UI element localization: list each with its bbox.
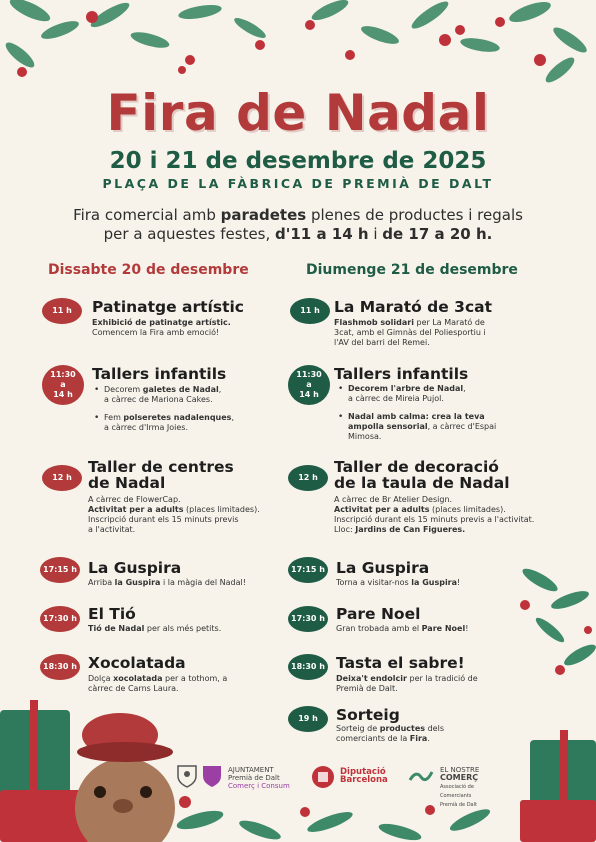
event-title: Taller de decoració de la taula de Nadal — [334, 458, 510, 492]
event-title: Tasta el sabre! — [336, 654, 465, 672]
event-desc: Dolça xocolatada per a tothom, a càrrec de Carns Laura. — [88, 674, 228, 693]
time-badge: 12 h — [288, 465, 328, 491]
town-coat-of-arms-icon — [176, 764, 198, 788]
time-badge: 19 h — [288, 706, 328, 732]
time-badge: 11 h — [42, 298, 82, 324]
time-badge: 11:30 a 14 h — [42, 365, 84, 405]
event-title: El Tió — [88, 605, 136, 623]
sunday-heading: Diumenge 21 de desembre — [306, 262, 518, 278]
comerc-logo-text: EL NOSTRE COMERÇ Associació de Comerciants Premià de Dalt — [440, 766, 480, 808]
event-desc: Arriba la Guspira i la màgia del Nadal! — [88, 578, 246, 587]
poster-title: Fira de Nadal — [106, 84, 490, 142]
event-title: Tallers infantils — [334, 365, 469, 383]
event-title: La Guspira — [336, 559, 430, 577]
holly-branch-right — [500, 560, 596, 690]
event-title: Xocolatada — [88, 654, 186, 672]
event-bullet: • Fem polseretes nadalenques, a càrrec d'Irma Joies. — [104, 413, 234, 433]
event-title: Pare Noel — [336, 605, 421, 623]
sponsor-logos — [170, 762, 500, 808]
event-desc: Exhibició de patinatge artístic. Comencem la Fira amb emoció! — [92, 318, 231, 337]
event-desc: Deixa't endolcir per la tradició de Premià de Dalt. — [336, 674, 478, 693]
event-desc: Gran trobada amb el Pare Noel! — [336, 624, 469, 633]
event-title: La Guspira — [88, 559, 182, 577]
diputacio-logo-text: Diputació Barcelona — [340, 767, 388, 785]
event-bullet: • Decorem galetes de Nadal, a càrrec de Mariona Cakes. — [104, 385, 221, 405]
shield-logo-icon — [202, 764, 222, 788]
time-badge: 11:30 a 14 h — [288, 365, 330, 405]
time-badge: 18:30 h — [288, 654, 328, 680]
event-title: Sorteig — [336, 706, 400, 724]
event-desc: A càrrec de Br Atelier Design. Activitat per a adults (places limitades). Inscripció durant els 15 minuts previs a l'activitat. Lloc: Jardins de Can Figueres. — [334, 495, 535, 534]
time-badge: 17:15 h — [288, 557, 328, 583]
event-title: La Marató de 3cat — [334, 298, 493, 316]
diputacio-logo-icon — [312, 766, 334, 788]
time-badge: 17:30 h — [288, 606, 328, 632]
event-bullet: • Nadal amb calma: crea la teva ampolla sensorial, a càrrec d'Espai Mimosa. — [348, 412, 496, 442]
time-badge: 17:30 h — [40, 606, 80, 632]
holly-branches-top — [0, 0, 596, 90]
event-dates: 20 i 21 de desembre de 2025 — [109, 148, 487, 174]
time-badge: 12 h — [42, 465, 82, 491]
gingerbread-character — [75, 713, 175, 842]
event-desc: Sorteig de productes dels comerciants de la Fira. — [336, 724, 444, 743]
event-desc: Flashmob solidari per La Marató de 3cat, amb el Gimnàs del Poliesportiu i l'AV del barri del Remei. — [334, 318, 486, 347]
event-place: PLAÇA DE LA FÀBRICA DE PREMIÀ DE DALT — [102, 176, 494, 191]
event-bullet: • Decorem l'arbre de Nadal, a càrrec de Mireia Pujol. — [348, 384, 466, 404]
event-title: Tallers infantils — [92, 365, 227, 383]
intro-text: Fira comercial amb paradetes plenes de productes i regals per a aquestes festes, d'11 a 14 h i de 17 a 20 h. — [73, 206, 523, 243]
saturday-heading: Dissabte 20 de desembre — [48, 262, 249, 278]
event-title: Patinatge artístic — [92, 298, 244, 316]
time-badge: 18:30 h — [40, 654, 80, 680]
event-desc: A càrrec de FlowerCap. Activitat per a adults (places limitades). Inscripció durant els 15 minuts previs a l'activitat. — [88, 495, 260, 534]
time-badge: 17:15 h — [40, 557, 80, 583]
comerc-logo-icon — [408, 768, 434, 786]
ajuntament-logo-text: AJUNTAMENT Premià de Dalt Comerç i Consum — [228, 766, 290, 790]
event-desc: Torna a visitar-nos la Guspira! — [336, 578, 461, 587]
event-desc: Tió de Nadal per als més petits. — [88, 624, 222, 633]
time-badge: 11 h — [290, 298, 330, 324]
event-title: Taller de centres de Nadal — [88, 458, 234, 492]
